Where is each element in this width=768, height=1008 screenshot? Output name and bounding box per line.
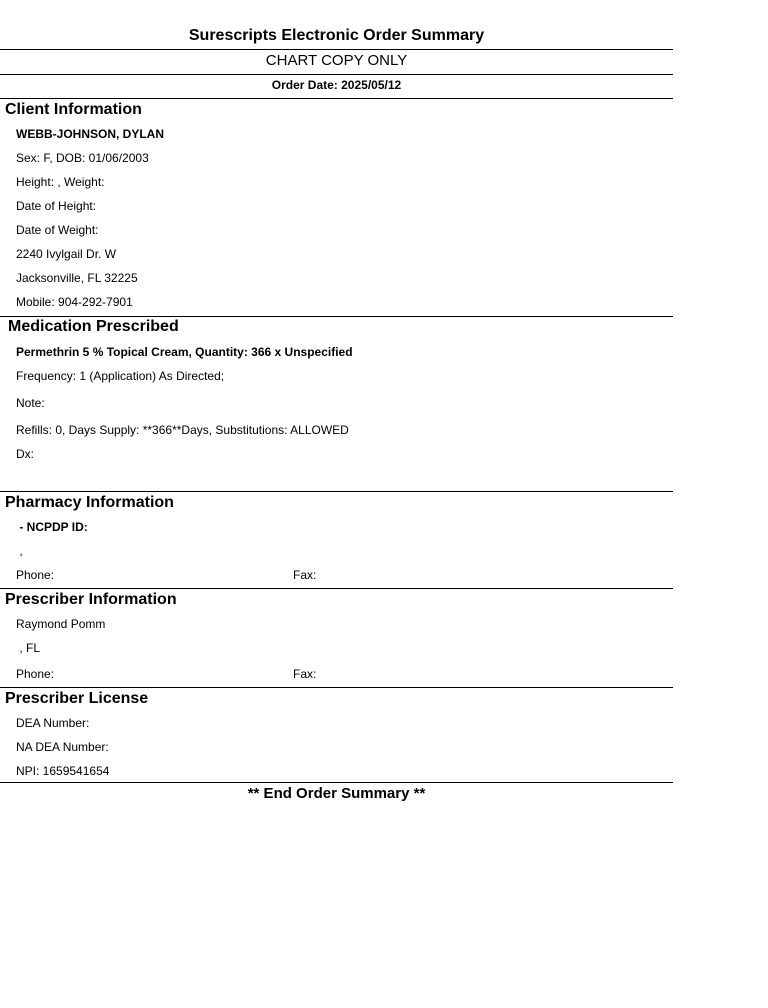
client-name: WEBB-JOHNSON, DYLAN <box>16 127 165 141</box>
client-address-line2: Jacksonville, FL 32225 <box>16 271 138 285</box>
medication-note: Note: <box>16 396 45 410</box>
prescriber-name: Raymond Pomm <box>16 617 106 631</box>
divider <box>0 782 673 783</box>
document-title: Surescripts Electronic Order Summary <box>188 27 485 44</box>
license-section-title: Prescriber License <box>5 690 149 707</box>
divider <box>0 316 673 317</box>
client-sex-dob: Sex: F, DOB: 01/06/2003 <box>16 151 149 165</box>
medication-refills: Refills: 0, Days Supply: **366**Days, Substitutions: ALLOWED <box>16 423 349 437</box>
pharmacy-ncpdp-id: - NCPDP ID: <box>16 520 88 534</box>
order-date: Order Date: 2025/05/12 <box>271 78 402 92</box>
medication-drug: Permethrin 5 % Topical Cream, Quantity: 366 x Unspecified <box>16 345 353 359</box>
license-na-dea-number: NA DEA Number: <box>16 740 109 754</box>
prescriber-fax: Fax: <box>293 667 317 681</box>
pharmacy-section-title: Pharmacy Information <box>5 494 174 511</box>
client-address-line1: 2240 Ivylgail Dr. W <box>16 247 117 261</box>
client-mobile: Mobile: 904-292-7901 <box>16 295 133 309</box>
chart-copy-label: CHART COPY ONLY <box>265 52 408 69</box>
pharmacy-address: , <box>16 544 23 558</box>
divider <box>0 74 673 75</box>
client-date-of-weight: Date of Weight: <box>16 223 99 237</box>
divider <box>0 491 673 492</box>
pharmacy-phone: Phone: <box>16 568 55 582</box>
client-height-weight: Height: , Weight: <box>16 175 105 189</box>
license-dea-number: DEA Number: <box>16 716 90 730</box>
pharmacy-fax: Fax: <box>293 568 317 582</box>
prescriber-phone: Phone: <box>16 667 55 681</box>
client-section-title: Client Information <box>5 101 142 118</box>
client-date-of-height: Date of Height: <box>16 199 97 213</box>
license-npi: NPI: 1659541654 <box>16 764 110 778</box>
medication-dx: Dx: <box>16 447 34 461</box>
end-of-summary: ** End Order Summary ** <box>247 785 426 802</box>
prescriber-section-title: Prescriber Information <box>5 591 177 608</box>
medication-frequency: Frequency: 1 (Application) As Directed; <box>16 369 225 383</box>
divider <box>0 49 673 50</box>
prescriber-location: , FL <box>16 641 41 655</box>
divider <box>0 588 673 589</box>
medication-section-title: Medication Prescribed <box>8 318 179 335</box>
divider <box>0 687 673 688</box>
divider <box>0 98 673 99</box>
